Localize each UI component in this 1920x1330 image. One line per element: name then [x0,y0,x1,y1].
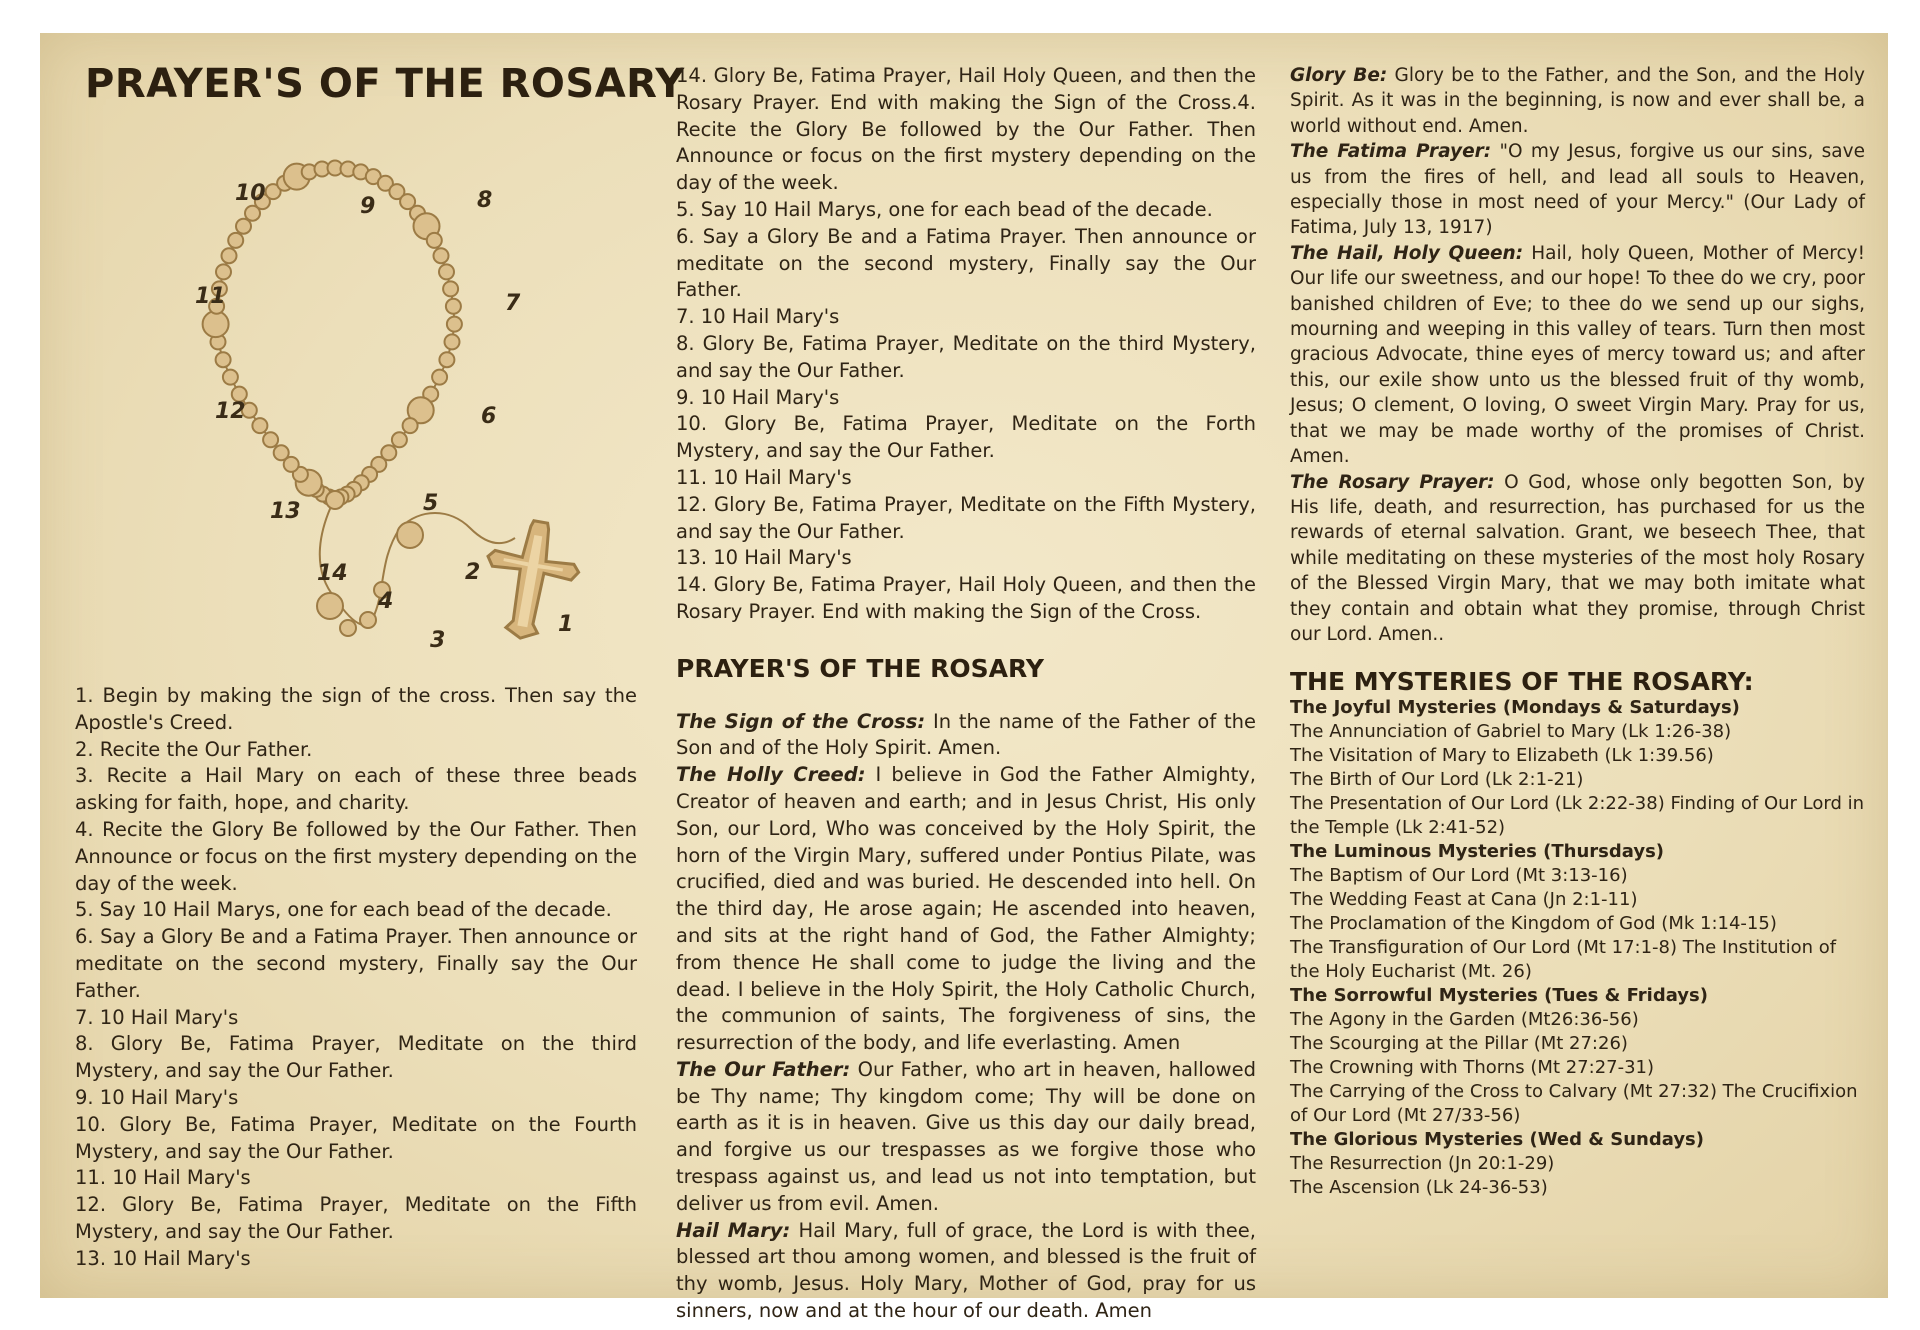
prayer-text: "O my Jesus, forgive us our sins, save us from the fires of hell, and lead all souls to Heaven, especially those in most need of your Mercy." (Our Lady of Fatima, July 13, 1917) [1290,141,1865,239]
step-item: 11. 10 Hail Mary's [75,1166,251,1190]
bead-label-6: 6 [481,404,497,429]
mystery-item: The Resurrection (Jn 20:1-29) [1290,1153,1555,1175]
hail-mary-bead [263,432,278,447]
mystery-item: The Visitation of Mary to Elizabeth (Lk 1:39.56) [1290,745,1714,767]
mystery-item: The Carrying of the Cross to Calvary (Mt 27:32) The Crucifixion of Our Lord (Mt 27/33-56) [1290,1081,1858,1127]
step-item: 13. 10 Hail Mary's [75,1246,251,1270]
prayers-continued [1290,63,1865,647]
prayer-creed [676,762,1256,1057]
hail-mary-bead [360,612,376,628]
bead-label-13: 13 [270,499,301,524]
hail-mary-bead [447,317,462,332]
hail-mary-bead [403,418,418,433]
bead-label-2: 2 [465,560,481,585]
step-item: 10. Glory Be, Fatima Prayer, Meditate on the Fourth Mystery, and say the Our Father. [75,1112,637,1163]
mystery-item: The Ascension (Lk 24-36-53) [1290,1177,1548,1199]
mystery-item: The Wedding Feast at Cana (Jn 2:1-11) [1290,889,1638,911]
mystery-item: The Annunciation of Gabriel to Mary (Lk 1:26-38) [1290,721,1732,743]
mysteries-list [1290,696,1865,1200]
step-item: 12. Glory Be, Fatima Prayer, Meditate on the Fifth Mystery, and say the Our Father. [676,492,1256,543]
hail-mary-bead [439,352,454,367]
prayer-our-father [676,1057,1256,1218]
luminous-title: The Luminous Mysteries (Thursdays) [1290,841,1665,863]
bead-label-8: 8 [477,188,493,213]
prayer-rosary [1290,470,1865,648]
step-item: 9. 10 Hail Mary's [676,385,840,409]
bead-label-11: 11 [195,284,226,309]
our-father-bead [203,311,229,337]
page-title: PRAYER'S OF THE ROSARY [85,61,685,107]
hail-mary-bead [216,264,231,279]
bead-label-3: 3 [430,628,446,653]
prayer-label: The Rosary Prayer: [1290,471,1495,493]
prayer-text: I believe in God the Father Almighty, Creator of heaven and earth; and in Jesus Christ, His only Son, our Lord, Who was conceived by the Holy Spirit, the horn of the Virgin Mary, suffered under Pontius Pilate, was crucified, died and was buried. He descended into hell. On the third day, He arose again; He ascended into heaven, and sits at the right hand of God, the Father Almighty; from thence He shall come to judge the living and the dead. I believe in the Holy Spirit, the Holy Catholic Church, the communion of saints, The forgiveness of sins, the resurrection of the body, and life everlasting. Amen [676,763,1256,1055]
prayer-label: The Our Father: [676,1057,851,1081]
steps-column-1 [75,683,637,1273]
hail-mary-bead [236,219,251,234]
mystery-item: The Proclamation of the Kingdom of God (Mk 1:14-15) [1290,913,1777,935]
prayer-text: Hail, holy Queen, Mother of Mercy! Our life our sweetness, and our hope! To thee do we cry, poor banished children of Eve; to thee do we send up our sighs, mourning and weeping in this valley of tears. Turn then most gracious Advocate, thine eyes of mercy toward us; and after this, our exile show unto us the blessed fruit of thy womb, Jesus; O clement, O loving, O sweet Virgin Mary. Pray for us, that we may be made worthy of the promises of Christ. Amen. [1290,242,1865,468]
mystery-item: The Transfiguration of Our Lord (Mt 17:1-8) The Institution of the Holy Eucharist (Mt. 26) [1290,937,1837,983]
sorrowful-title: The Sorrowful Mysteries (Tues & Fridays) [1290,985,1708,1007]
prayers-column-3 [1290,63,1865,1200]
rosary-diagram [170,128,610,688]
mysteries-heading: THE MYSTERIES OF THE ROSARY: [1290,667,1754,697]
hail-mary-bead [432,370,447,385]
step-item: 10. Glory Be, Fatima Prayer, Meditate on the Forth Mystery, and say the Our Father. [676,412,1256,463]
prayer-fatima [1290,139,1865,241]
prayer-hail-mary [676,1218,1256,1325]
hail-mary-bead [392,432,407,447]
hail-mary-bead [222,248,237,263]
prayer-glory-be [1290,63,1865,139]
step-item: 5. Say 10 Hail Marys, one for each bead of the decade. [676,197,1213,221]
hail-mary-bead [223,370,238,385]
steps-column-2 [676,63,1256,1325]
mystery-item: The Scourging at the Pillar (Mt 27:26) [1290,1033,1628,1055]
mystery-item: The Baptism of Our Lord (Mt 3:13-16) [1290,865,1628,887]
prayer-text: Glory be to the Father, and the Son, and the Holy Spirit. As it was in the beginning, is now and ever shall be, a world without end. Amen. [1290,65,1866,137]
hail-mary-bead [439,264,454,279]
step-item: 13. 10 Hail Mary's [676,546,852,570]
hail-mary-bead [446,299,461,314]
prayer-label: The Holly Creed: [676,763,866,787]
mystery-item: The Agony in the Garden (Mt26:36-56) [1290,1009,1639,1031]
prayer-text: Our Father, who art in heaven, hallowed be Thy name; Thy kingdom come; Thy will be done on earth as it is in heaven. Give us this day our daily bread, and forgive us our trespasses as we forgive those who trespass against us, and lead us not into temptation, but deliver us from evil. Amen. [676,1057,1256,1215]
our-father-bead [317,593,343,619]
step-item: 14. Glory Be, Fatima Prayer, Hail Holy Queen, and then the Rosary Prayer. End with making the Sign of the Cross. [676,573,1256,623]
bead-label-9: 9 [360,194,376,219]
prayer-label: The Hail, Holy Queen: [1290,242,1524,264]
bead-label-12: 12 [215,399,246,424]
step-item: 6. Say a Glory Be and a Fatima Prayer. Then announce or meditate on the second mystery, Finally say the Our Father. [676,224,1256,302]
prayer-label: Hail Mary: [676,1218,791,1242]
bead-label-14: 14 [317,561,348,586]
rosary-chain [216,168,515,625]
joyful-title: The Joyful Mysteries (Mondays & Saturdays) [1290,697,1740,719]
hail-mary-bead [434,248,449,263]
step-item: 14. Glory Be, Fatima Prayer, Hail Holy Queen, and then the Rosary Prayer. End with making the Sign of the Cross.4. Recite the Glory Be followed by the Our Father. Then Announce or focus on the first mystery depending on the day of the week. [676,64,1256,195]
step-item: 3. Recite a Hail Mary on each of these three beads asking for faith, hope, and charity. [75,764,637,815]
glorious-title: The Glorious Mysteries (Wed & Sundays) [1290,1129,1704,1151]
step-item: 5. Say 10 Hail Marys, one for each bead of the decade. [75,898,612,922]
step-item: 2. Recite the Our Father. [75,737,313,761]
step-item: 9. 10 Hail Mary's [75,1085,239,1109]
bead-label-10: 10 [235,181,266,206]
hail-mary-bead [445,334,460,349]
hail-mary-bead [228,233,243,248]
hail-mary-bead [216,352,231,367]
prayer-sign-of-cross [676,709,1256,763]
step-item: 7. 10 Hail Mary's [75,1005,239,1029]
step-item: 1. Begin by making the sign of the cross. Then say the Apostle's Creed. [75,684,637,734]
pendant-chain [320,498,515,625]
bead-label-7: 7 [505,291,521,316]
step-item: 8. Glory Be, Fatima Prayer, Meditate on the third Mystery, and say the Our Father. [75,1032,637,1083]
bead-label-4: 4 [378,589,394,614]
hail-mary-bead [252,418,267,433]
prayer-text: Hail Mary, full of grace, the Lord is with thee, blessed art thou among women, and blessed is the fruit of thy womb, Jesus. Holy Mary, Mother of God, pray for us sinners, now and at the hour of our death. Amen [676,1218,1257,1323]
bead-label-1: 1 [558,612,574,637]
prayers-heading: PRAYER'S OF THE ROSARY [676,653,1044,683]
step-item: 11. 10 Hail Mary's [676,465,852,489]
hail-mary-bead [340,620,356,636]
our-father-bead [397,522,423,548]
step-item: 7. 10 Hail Mary's [676,305,840,329]
step-item: 6. Say a Glory Be and a Fatima Prayer. Then announce or meditate on the second mystery, Finally say the Our Father. [75,925,637,1002]
step-item: 8. Glory Be, Fatima Prayer, Meditate on the third Mystery, and say the Our Father. [676,331,1256,382]
prayer-label: Glory Be: [1290,65,1388,86]
hail-mary-bead [427,233,442,248]
mystery-item: The Crowning with Thorns (Mt 27:27-31) [1290,1057,1655,1079]
bead-label-5: 5 [423,491,439,516]
rosary-sheet [40,33,1888,1323]
prayer-label: The Sign of the Cross: [676,709,926,733]
prayer-hail-holy-queen [1290,241,1865,470]
hail-mary-bead [443,281,458,296]
prayer-label: The Fatima Prayer: [1290,141,1492,163]
hail-mary-bead [274,445,289,460]
prayer-text: In the name of the Father of the Son and of the Holy Spirit. Amen. [676,709,1256,760]
step-item: 4. Recite the Glory Be followed by the Our Father. Then Announce or focus on the first mystery depending on the day of the week. [75,817,637,895]
center-medal [326,491,344,509]
mystery-item: The Birth of Our Lord (Lk 2:1-21) [1290,769,1584,791]
step-item: 12. Glory Be, Fatima Prayer, Meditate on the Fifth Mystery, and say the Our Father. [75,1193,637,1243]
prayer-text: O God, whose only begotten Son, by His life, death, and resurrection, has purchased for us the rewards of eternal salvation. Grant, we beseech Thee, that while meditating on these mysteries of the most holy Rosary of the Blessed Virgin Mary, that we may both imitate what they contain and obtain what they promise, through Christ our Lord. Amen.. [1290,471,1865,645]
mystery-item: The Presentation of Our Lord (Lk 2:22-38) Finding of Our Lord in the Temple (Lk 2:41-52) [1290,793,1865,839]
